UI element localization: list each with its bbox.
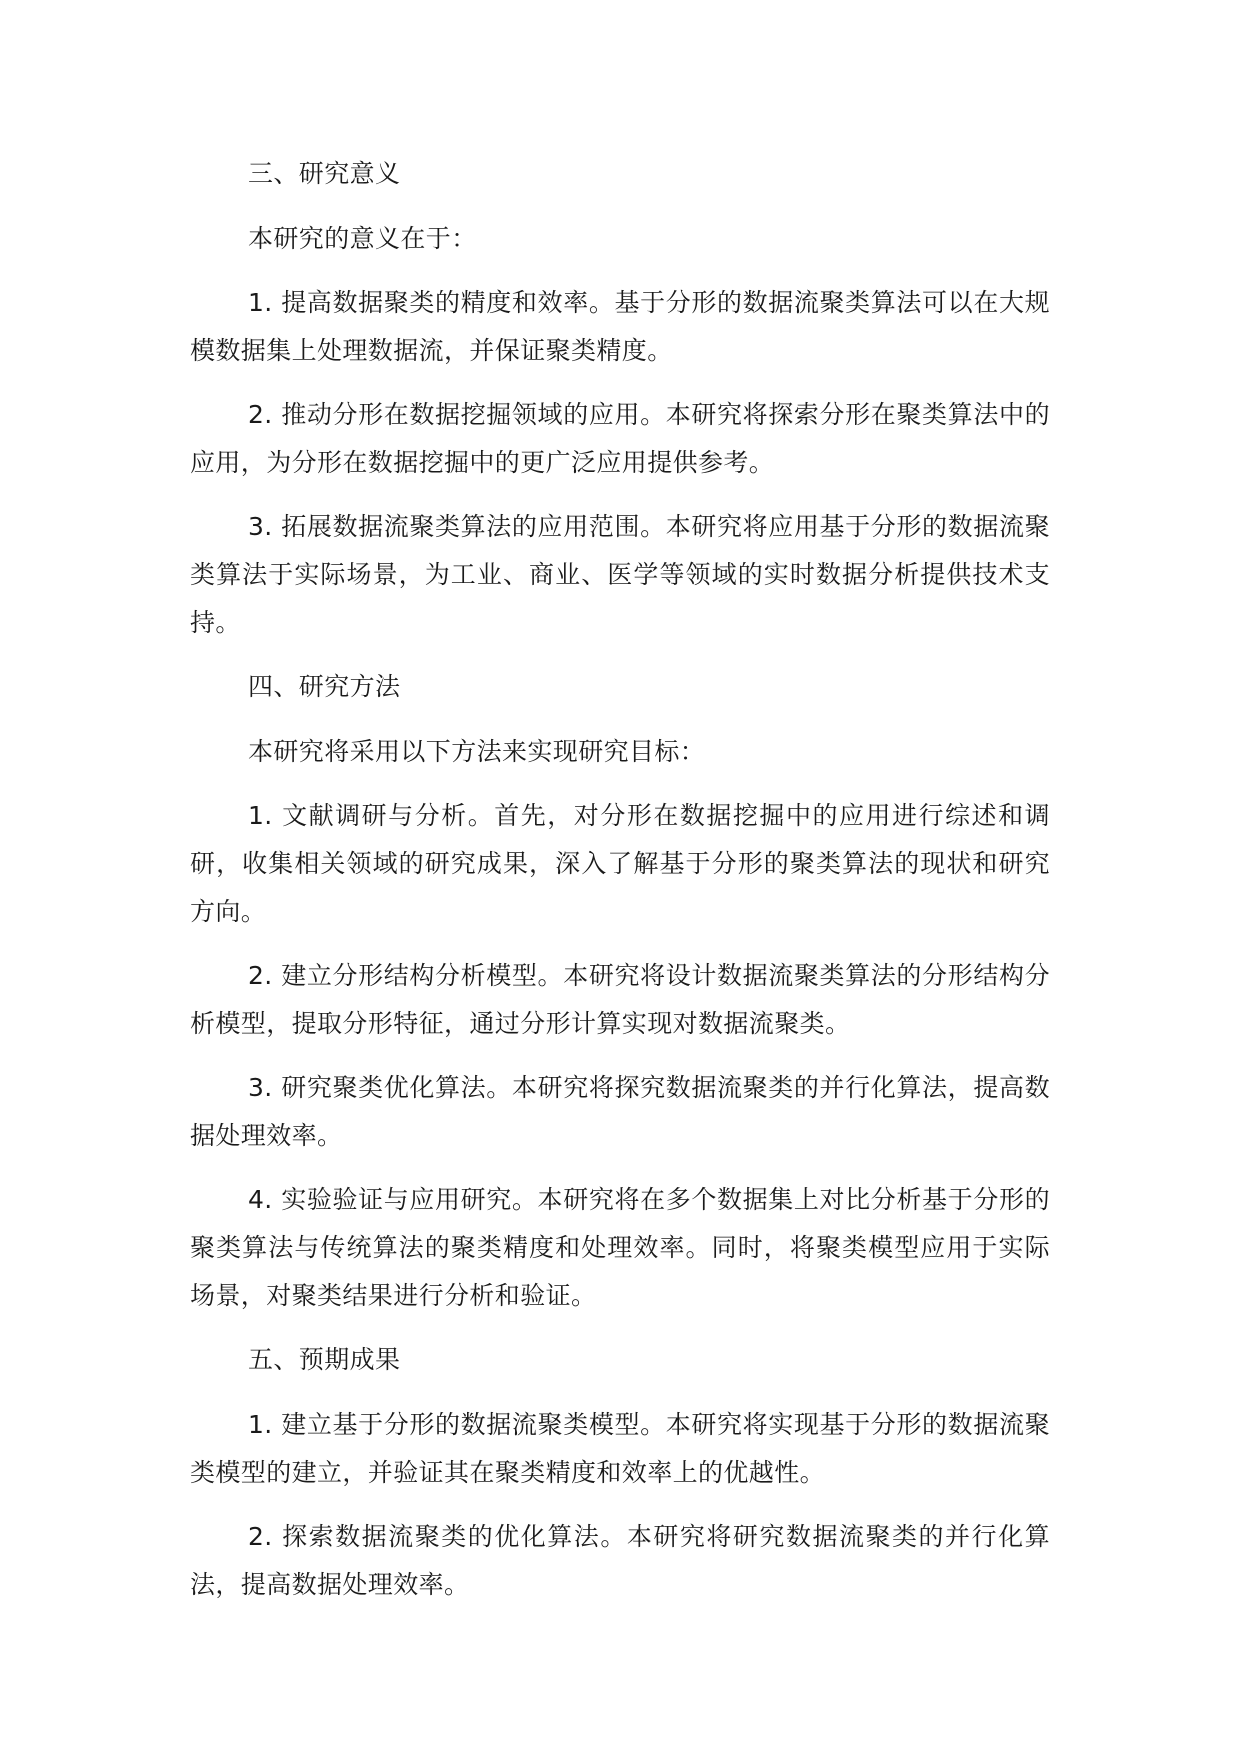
- paragraph-methods-intro: 本研究将采用以下方法来实现研究目标：: [248, 737, 706, 766]
- paragraph-significance-1: 1. 提高数据聚类的精度和效率。基于分形的数据流聚类算法可以在大规模数据集上处理数据流，并保证聚类精度。: [190, 288, 1050, 365]
- paragraph-methods-3: 3. 研究聚类优化算法。本研究将探究数据流聚类的并行化算法，提高数据处理效率。: [190, 1073, 1050, 1150]
- section-heading-methods: 四、研究方法: [248, 672, 401, 701]
- section-heading-significance: 三、研究意义: [248, 159, 401, 188]
- paragraph-significance-intro: 本研究的意义在于：: [248, 224, 477, 253]
- paragraph-methods-2: 2. 建立分形结构分析模型。本研究将设计数据流聚类算法的分形结构分析模型，提取分形特征，通过分形计算实现对数据流聚类。: [190, 961, 1050, 1038]
- paragraph-significance-3: 3. 拓展数据流聚类算法的应用范围。本研究将应用基于分形的数据流聚类算法于实际场景，为工业、商业、医学等领域的实时数据分析提供技术支持。: [190, 512, 1050, 637]
- paragraph-outcomes-1: 1. 建立基于分形的数据流聚类模型。本研究将实现基于分形的数据流聚类模型的建立，并验证其在聚类精度和效率上的优越性。: [190, 1410, 1050, 1487]
- section-heading-outcomes: 五、预期成果: [248, 1345, 401, 1374]
- document-page: [190, 150, 1050, 1625]
- paragraph-outcomes-2: 2. 探索数据流聚类的优化算法。本研究将研究数据流聚类的并行化算法，提高数据处理效率。: [190, 1522, 1050, 1599]
- paragraph-significance-2: 2. 推动分形在数据挖掘领域的应用。本研究将探索分形在聚类算法中的应用，为分形在数据挖掘中的更广泛应用提供参考。: [190, 400, 1050, 477]
- paragraph-methods-4: 4. 实验验证与应用研究。本研究将在多个数据集上对比分析基于分形的聚类算法与传统算法的聚类精度和处理效率。同时，将聚类模型应用于实际场景，对聚类结果进行分析和验证。: [190, 1185, 1050, 1310]
- paragraph-methods-1: 1. 文献调研与分析。首先，对分形在数据挖掘中的应用进行综述和调研，收集相关领域的研究成果，深入了解基于分形的聚类算法的现状和研究方向。: [190, 801, 1050, 926]
